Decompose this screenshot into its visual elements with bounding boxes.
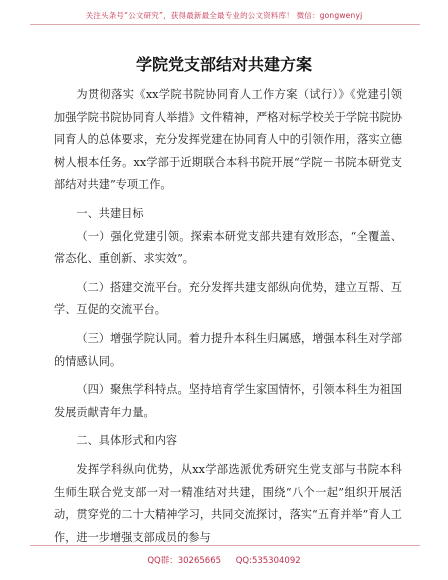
document-title: 学院党支部结对共建方案 [135,55,312,74]
footer-rule [30,545,420,546]
document-body [54,84,402,549]
section-heading-content: 二、具体形式和内容 [76,434,178,448]
goal-item-2: （二）搭建交流平台。充分发挥共建支部纵向优势，建立互帮、互学、互促的交流平台。 [54,280,402,317]
header-banner: 关注头条号“公文研究”，获得最新最全最专业的公文资料库！ 微信：gongwenyj [85,11,363,20]
footer-qq-group: QQ群：30265665 [147,556,222,566]
header-rule [30,24,420,25]
footer-qq: QQ:535304092 [235,556,301,566]
goal-item-4: （四）聚焦学科特点。坚持培育学生家国情怀，引领本科生为祖国发展贡献青年力量。 [54,383,402,419]
footer-contact [0,554,448,566]
goal-item-3: （三）增强学院认同。着力提升本科生归属感，增强本科生对学部的情感认同。 [54,331,402,368]
goal-item-1: （一）强化党建引领。探索本研党支部共建有效形态，“全覆盖、常态化、重创新、求实效”。 [54,229,402,266]
content-paragraph: 发挥学科纵向优势，从xx学部选派优秀研究生党支部与书院本科生师生联合党支部一对一精准结对共建，围绕“八个一起”组织开展活动，贯穿党的二十大精神学习，共同交流探讨，落实“五育并举”育人工作，进一步增强支部成员的参与 [54,462,402,544]
section-heading-goals: 一、共建目标 [76,206,144,220]
intro-paragraph: 为贯彻落实《xx学院书院协同育人工作方案（试行）》《党建引领加强学院书院协同育人举措》文件精神，严格对标学校关于学院书院协同育人的总体要求，充分发挥党建在协同育人中的引领作用，落实立德树人根本任务。xx学部于近期联合本科书院开展“学院－书院本研党支部结对共建”专项工作。 [54,88,402,192]
